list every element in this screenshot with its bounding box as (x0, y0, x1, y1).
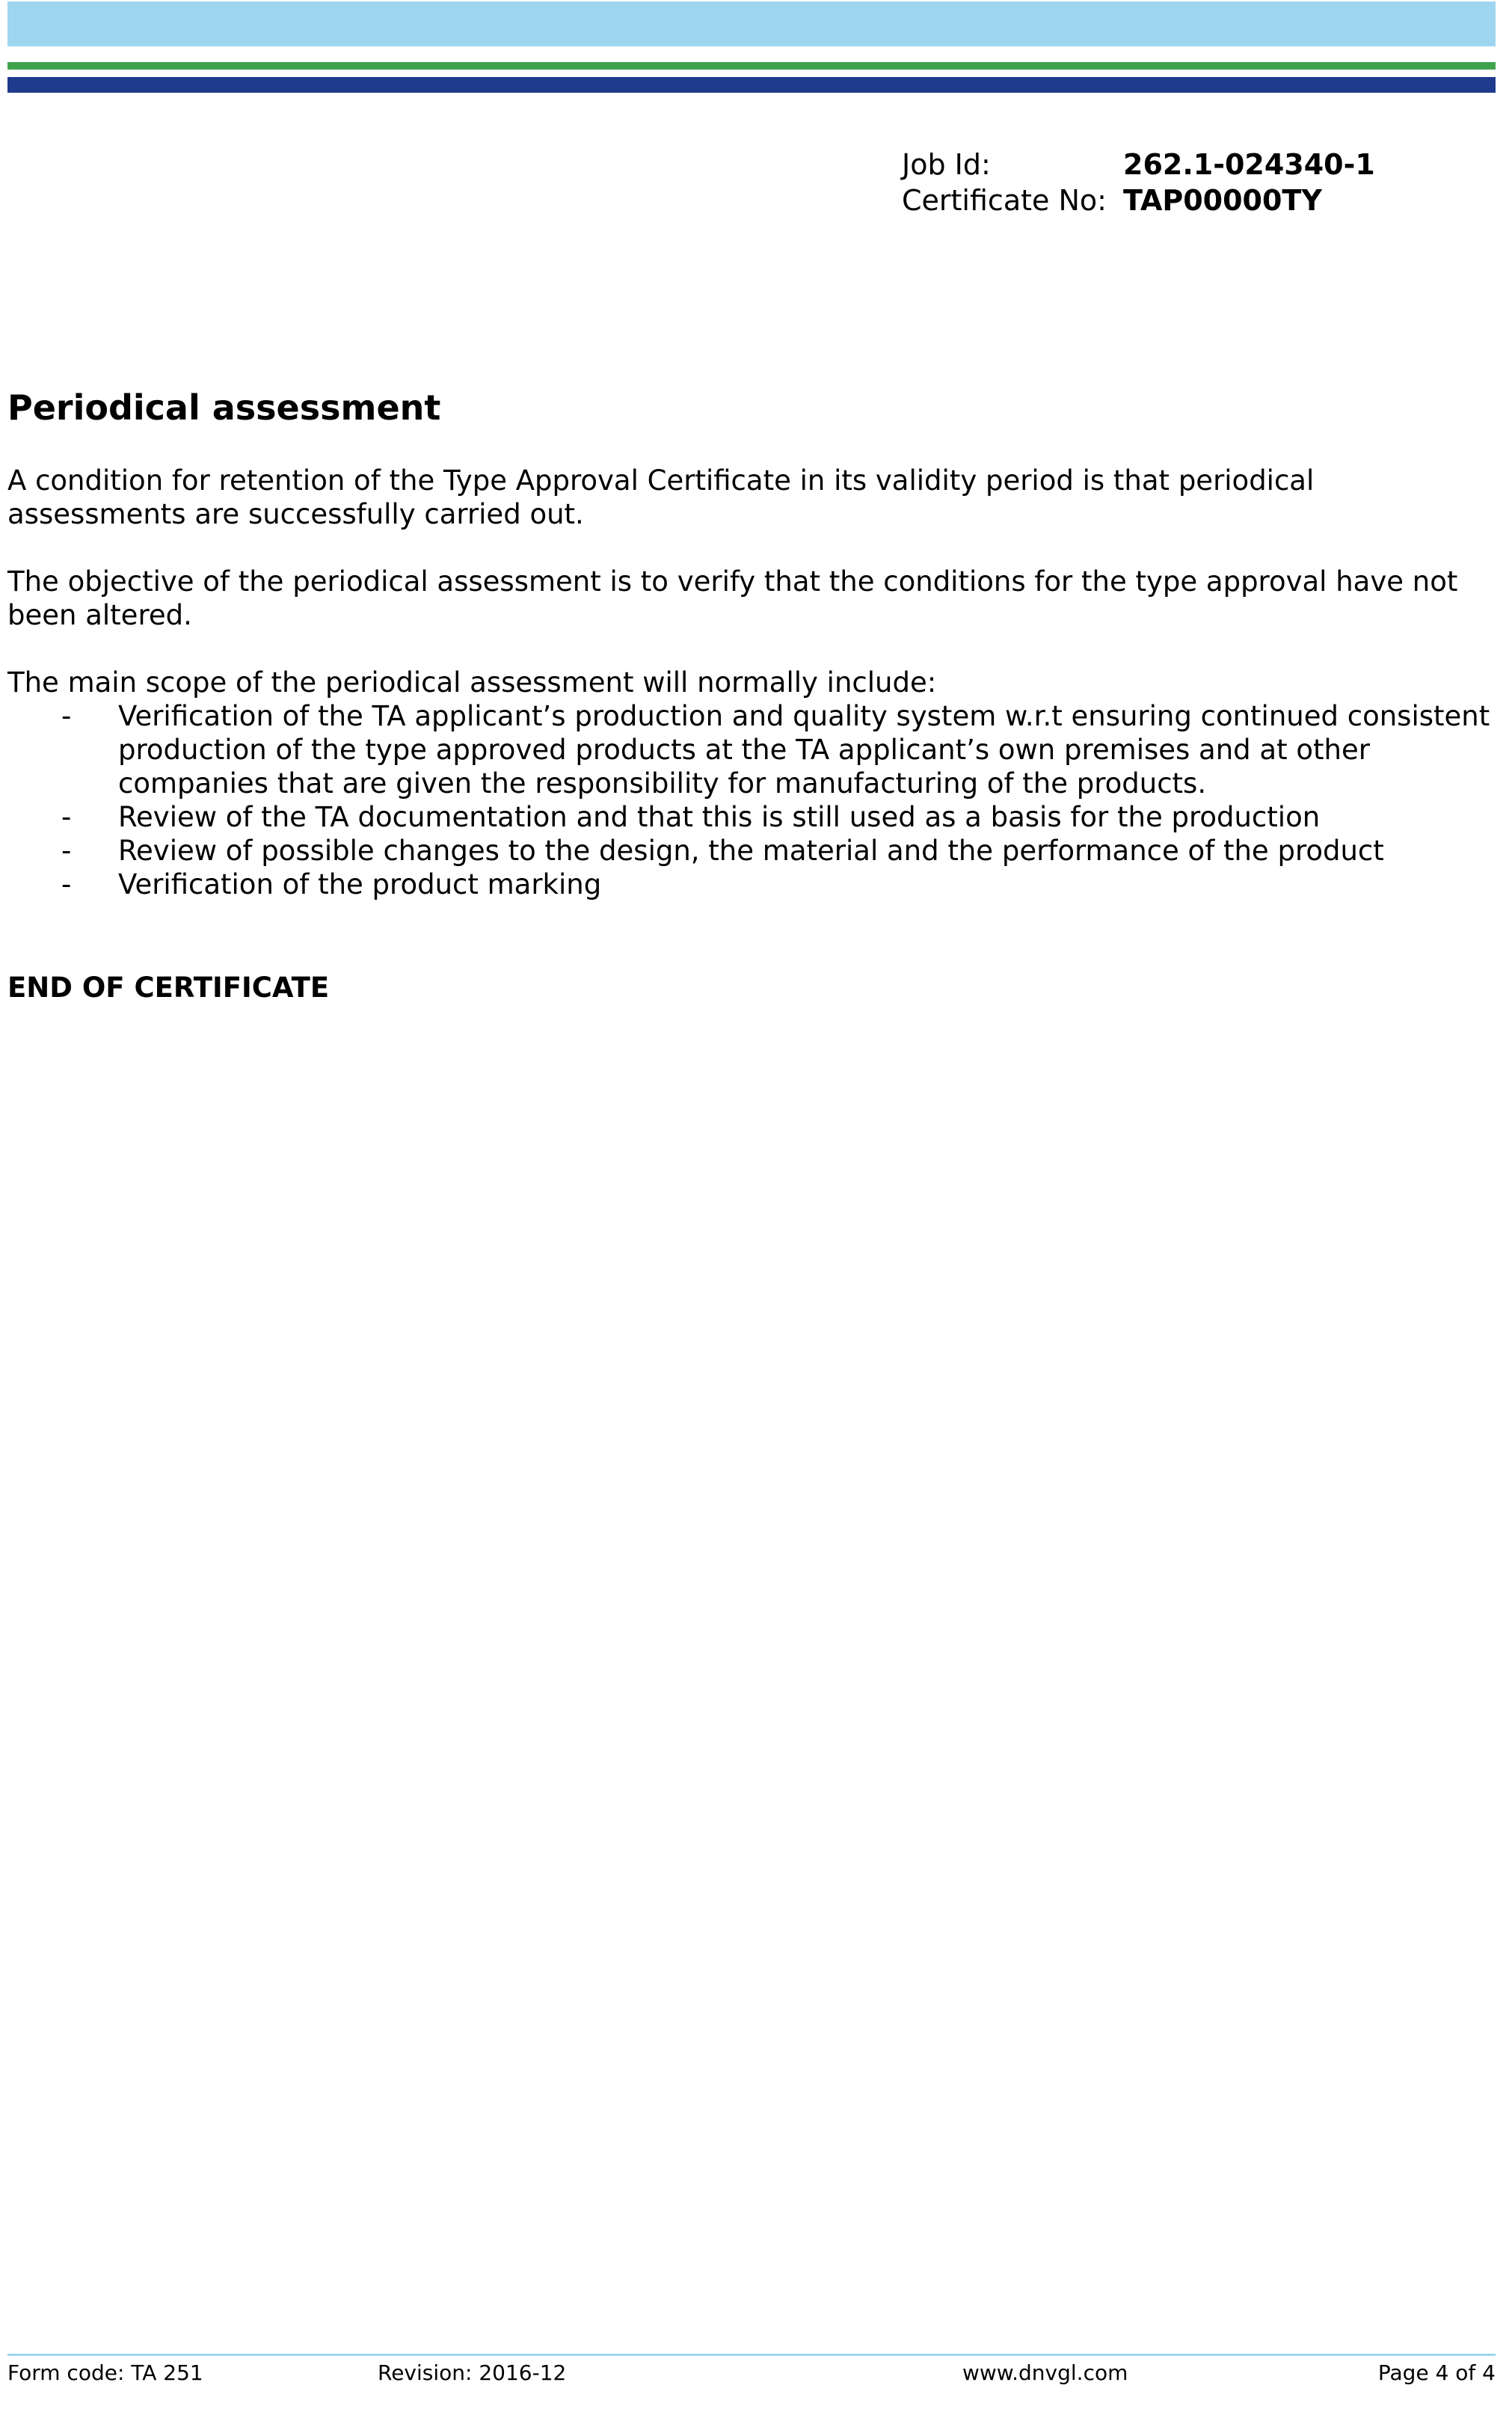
list-item (7, 699, 1496, 800)
footer-revision: Revision: 2016-12 (378, 2360, 567, 2385)
list-item (7, 800, 1496, 834)
job-id-value: 262.1-024340-1 (1123, 148, 1375, 181)
job-id-label: Job Id: (902, 148, 991, 181)
header-band-light (7, 1, 1496, 46)
list-bullet: - (61, 801, 72, 833)
list-bullet: - (61, 835, 72, 867)
header-band-navy (7, 77, 1496, 93)
list-item-text: Review of possible changes to the design, the material and the performance of the product (118, 835, 1384, 867)
end-of-certificate: END OF CERTIFICATE (7, 972, 330, 1004)
certificate-no-label: Certificate No: (902, 184, 1107, 217)
list-bullet: - (61, 868, 72, 900)
paragraph-retention: A condition for retention of the Type Approval Certificate in its validity period is that periodical assessments are successfully carried out. (7, 464, 1315, 530)
list-item-text: Verification of the TA applicant’s production and quality system w.r.t ensuring continued consistent production of the type approved products at the TA applicant’s own premises and at other companies that are given the responsibility for manufacturing of the products. (118, 700, 1490, 800)
certificate-ids (902, 147, 1375, 218)
footer-page-number: Page 4 of 4 (1377, 2360, 1496, 2385)
job-id-row (902, 147, 1375, 182)
list-item-text: Verification of the product marking (118, 868, 602, 900)
list-item (7, 868, 1496, 901)
certificate-no-row (902, 182, 1375, 218)
certificate-no-value: TAP00000TY (1123, 184, 1322, 217)
paragraph-objective: The objective of the periodical assessment is to verify that the conditions for the type approval have not been altered. (7, 565, 1458, 631)
footer-form-code: Form code: TA 251 (7, 2360, 203, 2385)
footer-website[interactable]: www.dnvgl.com (962, 2360, 1128, 2385)
footer-divider (7, 2354, 1496, 2356)
header-band-green (7, 62, 1496, 70)
list-bullet: - (61, 700, 72, 732)
list-item (7, 834, 1496, 868)
scope-list (7, 699, 1496, 901)
paragraph-scope-intro: The main scope of the periodical assessment will normally include: (7, 666, 937, 699)
section-title: Periodical assessment (7, 387, 441, 428)
list-item-text: Review of the TA documentation and that this is still used as a basis for the production (118, 801, 1321, 833)
